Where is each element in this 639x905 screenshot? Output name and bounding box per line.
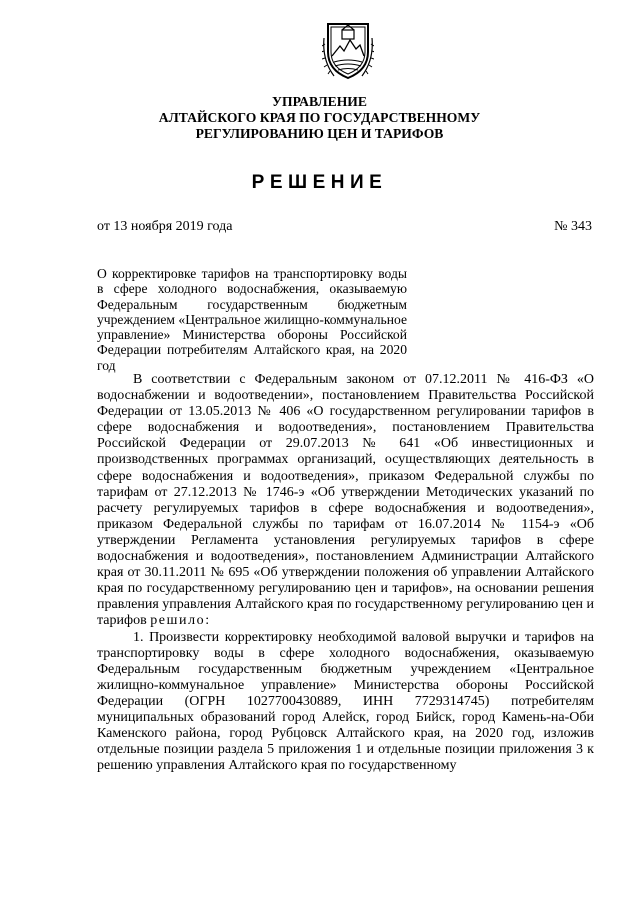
document-subject: О корректировке тарифов на транспортировку воды в сфере холодного водоснабжения, оказываемую Федеральным государственным бюджетным учреждением «Центральное жилищно-коммунальное управление» Министерства обороны Российской Федерации потребителям Алтайского края, на 2020 год xyxy=(97,266,407,373)
decided-word: решило: xyxy=(150,613,211,629)
authority-line-1: УПРАВЛЕНИЕ xyxy=(272,94,367,109)
date-number-line xyxy=(97,219,592,235)
item-1-paragraph: 1. Произвести корректировку необходимой валовой выручки и тарифов на транспортировку воды в сфере холодного водоснабжения, оказываемую Федеральным государственным бюджетным учреждением «Центральное жилищно-коммунальное управление» Министерства обороны Российской Федерации (ОГРН 1027700430889, ИНН 7729314745) потребителям муниципальных образований город Алейск, город Бийск, город Камень-на-Оби Каменского района, город Рубцовск Алтайского края, на 2020 год, изложив отдельные позиции раздела 5 приложения 1 и отдельные позиции приложения 3 к решению управления Алтайского края по государственному xyxy=(97,629,594,774)
document-title: РЕШЕНИЕ xyxy=(251,172,388,193)
authority-line-2: АЛТАЙСКОГО КРАЯ ПО ГОСУДАРСТВЕННОМУ xyxy=(158,110,481,125)
authority-line-3: РЕГУЛИРОВАНИЮ ЦЕН И ТАРИФОВ xyxy=(195,126,444,141)
document-body xyxy=(97,372,594,774)
document-date: от 13 ноября 2019 года xyxy=(97,219,233,234)
preamble-paragraph xyxy=(97,372,594,630)
document-number: № 343 xyxy=(554,219,592,234)
preamble-text: В соответствии с Федеральным законом от 07.12.2011 № 416-ФЗ «О водоснабжении и водоотведении», постановлением Правительства Российской Федерации от 13.05.2013 № 406 «О государственном регулировании тарифов в сфере водоснабжения и водоотведения», постановлением Правительства Российской Федерации от 29.07.2013 № 641 «Об инвестиционных и производственных программах организаций, осуществляющих деятельность в сфере водоснабжения и водоотведения», приказом Федеральной службы по тарифам от 27.12.2013 № 1746-э «Об утверждении Методических указаний по расчету регулируемых тарифов в сфере водоснабжения и водоотведения», приказом Федеральной службы по тарифам от 16.07.2014 № 1154-э «Об утверждении Регламента установления регулируемых тарифов в сфере водоснабжения и водоотведения», постановлением Администрации Алтайского края от 30.11.2011 № 695 «Об утверждении положения об управлении Алтайского края по государственному регулированию цен и тарифов», на основании решения правления управления Алтайского края по государственному регулированию цен и тарифов xyxy=(97,372,594,629)
altai-krai-coat-of-arms-icon xyxy=(322,18,374,82)
issuing-authority xyxy=(60,94,579,142)
